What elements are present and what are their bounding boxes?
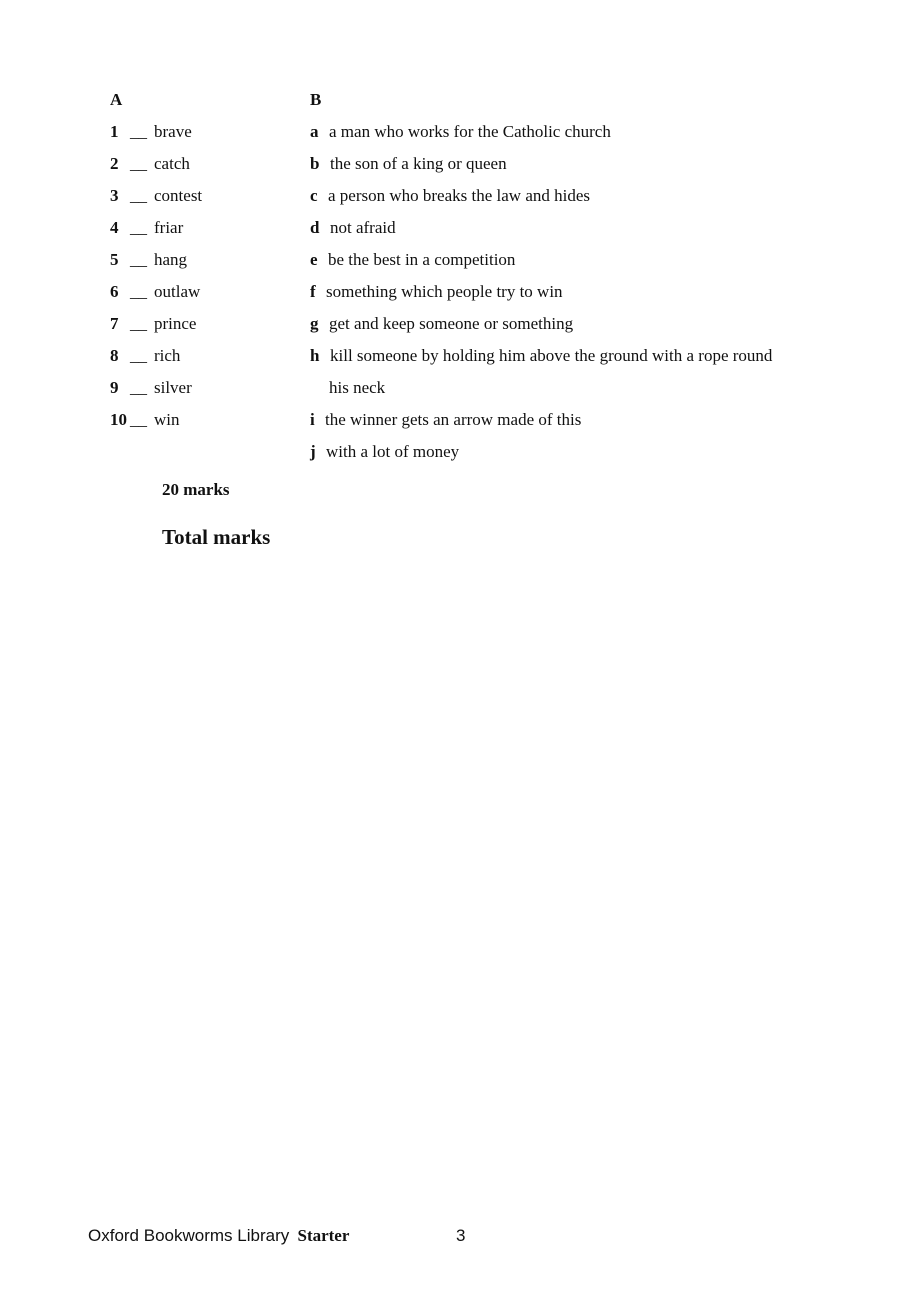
column-b-list xyxy=(310,122,772,474)
definition-letter: h xyxy=(310,346,320,365)
definition-text: with a lot of money xyxy=(326,442,460,461)
column-b-item xyxy=(310,186,772,218)
column-b-item xyxy=(310,346,772,378)
definition-text: a person who breaks the law and hides xyxy=(328,186,591,205)
column-a-item xyxy=(110,154,202,186)
item-number: 9 xyxy=(110,378,119,397)
column-b-item xyxy=(310,442,772,474)
item-number: 10 xyxy=(110,410,127,429)
item-number: 1 xyxy=(110,122,119,141)
vocabulary-word: contest xyxy=(154,186,203,205)
column-a-item xyxy=(110,378,202,410)
definition-letter: g xyxy=(310,314,319,333)
column-b-item xyxy=(310,282,772,314)
column-a-item xyxy=(110,314,202,346)
column-b-item xyxy=(310,122,772,154)
column-b-item xyxy=(310,314,772,346)
definition-letter: c xyxy=(310,186,318,205)
column-a-item xyxy=(110,410,202,442)
item-number: 2 xyxy=(110,154,119,173)
footer-level: Starter xyxy=(297,1226,350,1245)
definition-text: get and keep someone or something xyxy=(329,314,574,333)
definition-text: the son of a king or queen xyxy=(330,154,507,173)
answer-blank[interactable]: __ xyxy=(130,154,147,173)
item-number: 6 xyxy=(110,282,119,301)
item-number: 4 xyxy=(110,218,119,237)
section-marks: 20 marks xyxy=(162,480,230,499)
vocabulary-word: silver xyxy=(154,378,192,397)
column-b-header: B xyxy=(310,90,322,109)
definition-letter: j xyxy=(310,442,316,461)
column-a-item xyxy=(110,122,202,154)
footer-library-name: Oxford Bookworms Library xyxy=(88,1226,290,1245)
vocabulary-word: catch xyxy=(154,154,190,173)
definition-text: be the best in a competition xyxy=(328,250,516,269)
definition-text-continuation: his neck xyxy=(329,378,386,397)
column-a-item xyxy=(110,218,202,250)
answer-blank[interactable]: __ xyxy=(130,314,147,333)
definition-letter: d xyxy=(310,218,320,237)
definition-letter: b xyxy=(310,154,320,173)
definition-text: kill someone by holding him above the ground with a rope round xyxy=(330,346,773,365)
definition-letter: a xyxy=(310,122,319,141)
column-b-item xyxy=(310,410,772,442)
definition-text: the winner gets an arrow made of this xyxy=(325,410,582,429)
definition-letter: e xyxy=(310,250,318,269)
column-a-list xyxy=(110,122,202,442)
answer-blank[interactable]: __ xyxy=(130,250,147,269)
definition-text: a man who works for the Catholic church xyxy=(329,122,611,141)
answer-blank[interactable]: __ xyxy=(130,410,147,429)
definition-letter: i xyxy=(310,410,315,429)
answer-blank[interactable]: __ xyxy=(130,186,147,205)
column-a-item xyxy=(110,346,202,378)
page-number: 3 xyxy=(456,1226,466,1245)
vocabulary-word: outlaw xyxy=(154,282,201,301)
vocabulary-word: hang xyxy=(154,250,188,269)
definition-text: not afraid xyxy=(330,218,396,237)
column-a-item xyxy=(110,282,202,314)
answer-blank[interactable]: __ xyxy=(130,346,147,365)
column-a-item xyxy=(110,250,202,282)
vocabulary-word: rich xyxy=(154,346,181,365)
page-footer xyxy=(88,1226,349,1246)
answer-blank[interactable]: __ xyxy=(130,378,147,397)
vocabulary-word: prince xyxy=(154,314,197,333)
item-number: 7 xyxy=(110,314,119,333)
answer-blank[interactable]: __ xyxy=(130,282,147,301)
column-a-item xyxy=(110,186,202,218)
vocabulary-word: brave xyxy=(154,122,192,141)
item-number: 3 xyxy=(110,186,119,205)
vocabulary-word: friar xyxy=(154,218,184,237)
column-b-item xyxy=(310,250,772,282)
item-number: 8 xyxy=(110,346,119,365)
item-number: 5 xyxy=(110,250,119,269)
column-b-item-continuation xyxy=(310,378,772,410)
column-b-item xyxy=(310,154,772,186)
vocabulary-word: win xyxy=(154,410,180,429)
answer-blank[interactable]: __ xyxy=(130,218,147,237)
column-b-item xyxy=(310,218,772,250)
total-marks-heading: Total marks xyxy=(162,525,271,549)
definition-letter: f xyxy=(310,282,316,301)
definition-text: something which people try to win xyxy=(326,282,563,301)
column-a-header: A xyxy=(110,90,123,109)
answer-blank[interactable]: __ xyxy=(130,122,147,141)
